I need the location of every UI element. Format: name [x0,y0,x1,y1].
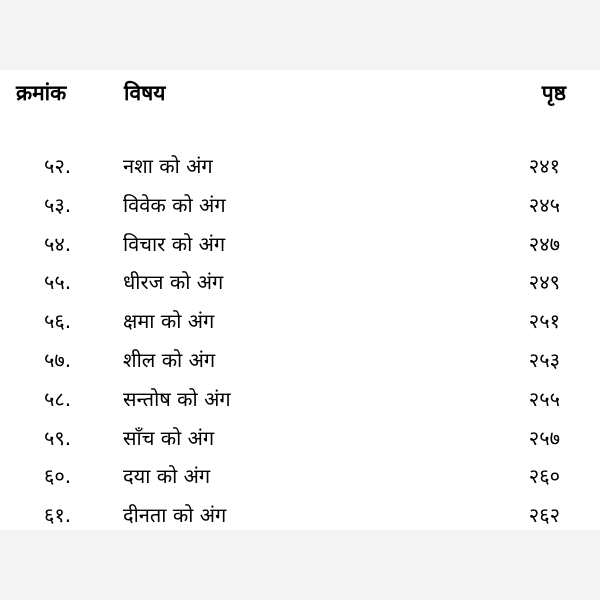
row-title: शील को अंग [123,347,216,372]
contents-row [0,305,600,344]
row-page-number: २४९ [528,270,560,295]
header-serial-number: क्रमांक [16,81,67,105]
row-number: ५८. [44,386,72,411]
contents-row [0,460,600,499]
row-title: विचार को अंग [123,231,226,256]
row-title: क्षमा को अंग [123,309,215,334]
contents-row [0,266,600,305]
row-page-number: २६२ [528,503,560,528]
row-title: विवेक को अंग [123,192,226,217]
contents-row [0,189,600,228]
header-page: पृष्ठ [541,81,566,105]
row-title: धीरज को अंग [123,270,224,295]
row-page-number: २६० [528,464,560,489]
row-number: ५९. [44,425,72,450]
row-page-number: २५५ [528,386,560,411]
row-number: ५२. [44,154,72,178]
row-title: साँच को अंग [123,425,215,450]
row-page-number: २५३ [528,347,560,372]
row-page-number: २५७ [528,425,560,450]
contents-list [0,150,600,538]
contents-row [0,344,600,383]
contents-row [0,228,600,267]
contents-row [0,422,600,461]
row-page-number: २४१ [528,154,560,178]
row-title: दीनता को अंग [123,503,227,528]
row-number: ५७. [44,347,72,372]
row-number: ५६. [44,309,72,334]
row-number: ५४. [44,231,72,256]
row-page-number: २४७ [528,231,560,256]
contents-row [0,383,600,422]
row-number: ६१. [44,503,72,528]
row-title: नशा को अंग [123,154,213,178]
row-number: ६०. [44,464,72,489]
row-title: दया को अंग [123,464,211,489]
contents-row [0,150,600,189]
row-page-number: २४५ [528,192,560,217]
row-number: ५५. [44,270,72,295]
header-subject: विषय [124,81,166,105]
row-page-number: २५१ [528,309,560,334]
row-number: ५३. [44,192,72,217]
contents-row [0,499,600,538]
top-margin [0,0,600,70]
bottom-margin [0,530,600,600]
row-title: सन्तोष को अंग [123,386,231,411]
